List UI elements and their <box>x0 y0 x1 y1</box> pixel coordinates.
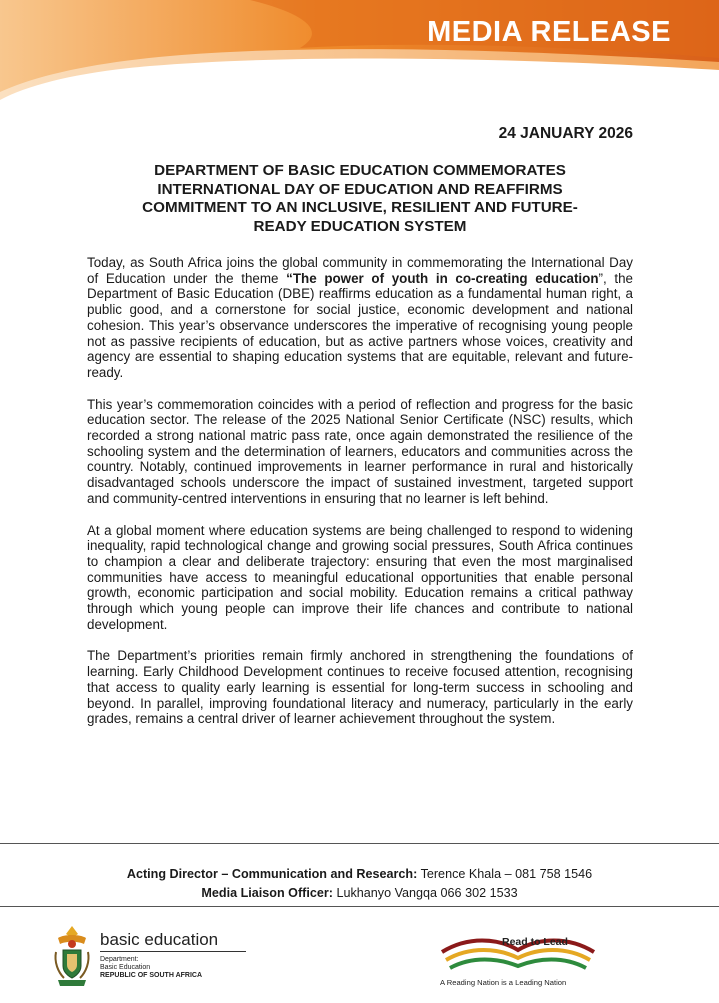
contact-line-director <box>0 865 719 884</box>
dept-title: basic education <box>100 930 219 949</box>
headline-line: DEPARTMENT OF BASIC EDUCATION COMMEMORATES <box>154 162 566 179</box>
paragraph-2: This year’s commemoration coincides with a period of reflection and progress for the basic education sector. The release of the 2025 National Senior Certificate (NSC) results, which recorded a strong national matric pass rate, once again demonstrated the resilience of the schooling system and the determination of learners, educators and communities across the country. Notably, continued improvements in learner performance in rural and historically disadvantaged schools underscore the impact of sustained investment, targeted support and community-centred interventions in ensuring that no learner is left behind. <box>87 396 633 506</box>
contact-details <box>0 865 719 903</box>
dept-subtitle <box>100 956 202 980</box>
footer-divider-top <box>0 843 719 844</box>
dept-divider <box>100 951 246 952</box>
footer-divider-bottom <box>0 906 719 907</box>
dept-line-2: Basic Education <box>100 964 151 971</box>
paragraph-3: At a global moment where education systems are being challenged to respond to widening inequality, rapid technological change and growing social pressures, South Africa continues to champion a clear and deliberate trajectory: ensuring that even the most marginalised communities have access to meaningful educational opportunities that enable personal growth, economic participation and social mobility. Education remains a critical pathway through which young people can improve their life chances and contribute to national development. <box>87 522 633 632</box>
dept-line-3: REPUBLIC OF SOUTH AFRICA <box>100 972 203 979</box>
director-value: Terence Khala – 081 758 1546 <box>417 867 593 881</box>
paragraph-1-rest: ”, the Department of Basic Education (DBE) reaffirms education as a fundamental human right, a public good, and a cornerstone for social justice, economic development and national cohesion. This year’s observance underscores the imperative of recognising young people not as passive recipients of education, but as active partners whose voices, creativity and agency are essential to shaping education systems that are equitable, relevant and future-ready. <box>87 270 633 380</box>
read-to-lead-tagline: A Reading Nation is a Leading Nation <box>440 978 567 987</box>
dbe-logo <box>50 924 260 988</box>
contact-line-liaison <box>0 884 719 903</box>
headline-line: INTERNATIONAL DAY OF EDUCATION AND REAFFIRMS <box>157 180 563 198</box>
release-date: 24 JANUARY 2026 <box>498 125 633 142</box>
coat-of-arms-icon <box>50 924 94 988</box>
dept-line-1: Department: <box>100 956 139 963</box>
liaison-label: Media Liaison Officer: <box>201 886 333 900</box>
paragraph-1-intro: Today, as South Africa joins the global community in commemorating the International Day of Education under the theme <box>87 255 633 286</box>
theme-text: “The power of youth in co-creating education <box>286 270 599 286</box>
paragraph-4: The Department’s priorities remain firmly anchored in strengthening the foundations of learning. Early Childhood Development continues to receive focused attention, recognising that access to quality early learning is essential for long-term success in schooling and beyond. In parallel, improving foundational literacy and numeracy, particularly in the early grades, remains a central driver of learner achievement throughout the system. <box>87 648 633 727</box>
director-label: Acting Director – Communication and Research: <box>126 867 418 881</box>
headline-line: COMMITMENT TO AN INCLUSIVE, RESILIENT AND FUTURE- <box>142 199 578 217</box>
banner-title: MEDIA RELEASE <box>427 16 671 48</box>
read-to-lead-title: Read to Lead <box>502 936 568 948</box>
release-headline <box>80 162 640 236</box>
liaison-value: Lukhanyo Vangqa 066 302 1533 <box>332 886 518 900</box>
read-to-lead-logo <box>438 930 598 992</box>
release-body <box>87 255 633 743</box>
paragraph-1 <box>87 255 633 381</box>
headline-line: READY EDUCATION SYSTEM <box>253 217 467 235</box>
media-release-banner <box>0 0 719 110</box>
